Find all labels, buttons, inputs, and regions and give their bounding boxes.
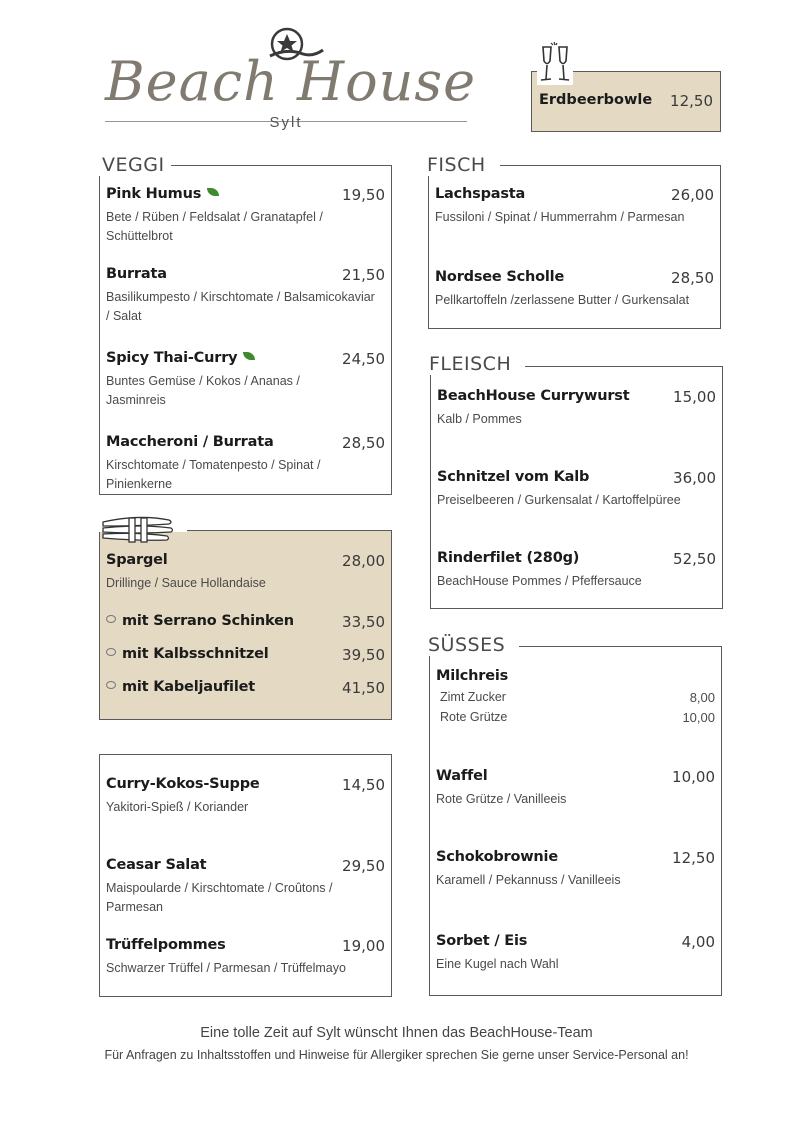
veggi-title: VEGGI — [99, 154, 171, 176]
option-price: 10,00 — [682, 710, 715, 725]
item-name: Lachspasta — [435, 186, 526, 202]
item-price: 26,00 — [671, 186, 714, 204]
item-description: Eine Kugel nach Wahl — [436, 957, 559, 971]
item-price: 10,00 — [672, 768, 715, 786]
item-description: Kalb / Pommes — [437, 412, 522, 426]
drink-name: Erdbeerbowle — [539, 92, 653, 108]
champagne-glasses-icon — [537, 41, 573, 85]
option-name: Rote Grütze — [440, 710, 508, 724]
item-name: Burrata — [106, 266, 167, 282]
footer-allergy-note: Für Anfragen zu Inhaltsstoffen und Hinweise für Allergiker sprechen Sie gerne unser Service-Personal an! — [104, 1048, 689, 1062]
item-name: Schokobrownie — [436, 849, 558, 865]
item-description: Karamell / Pekannuss / Vanilleeis — [436, 873, 621, 887]
item-description: Buntes Gemüse / Kokos / Ananas / Jasminreis — [106, 374, 300, 407]
item-price: 28,50 — [671, 269, 714, 287]
item-price: 29,50 — [342, 857, 385, 875]
item-description: Kirschtomate / Tomatenpesto / Spinat / Pinienkerne — [106, 458, 321, 491]
vegan-leaf-icon — [207, 188, 219, 196]
item-description: BeachHouse Pommes / Pfeffersauce — [437, 574, 642, 588]
item-price: 19,00 — [342, 937, 385, 955]
option-name: mit Serrano Schinken — [122, 613, 294, 629]
option-name: mit Kabeljaufilet — [122, 679, 255, 695]
item-name: Schnitzel vom Kalb — [437, 469, 590, 485]
logo-place: Sylt — [269, 114, 303, 131]
item-name: Ceasar Salat — [106, 857, 207, 873]
item-name: Pink Humus — [106, 186, 202, 202]
item-name: Waffel — [436, 768, 488, 784]
item-description: Maispoularde / Kirschtomate / Croûtons / Parmesan — [106, 881, 333, 914]
item-description: Yakitori-Spieß / Koriander — [106, 800, 249, 814]
item-price: 4,00 — [681, 933, 715, 951]
fisch-title: FISCH — [424, 154, 500, 176]
item-description: Bete / Rüben / Feldsalat / Granatapfel / Schüttelbrot — [106, 210, 323, 243]
item-price: 36,00 — [673, 469, 716, 487]
bullet-icon — [106, 648, 116, 656]
item-price: 21,50 — [342, 266, 385, 284]
item-price: 28,00 — [342, 552, 385, 570]
drink-price: 12,50 — [670, 92, 713, 110]
item-description: Basilikumpesto / Kirschtomate / Balsamicokaviar / Salat — [106, 290, 375, 323]
item-price: 19,50 — [342, 186, 385, 204]
logo-name: Beach House — [105, 50, 477, 113]
item-name: Spargel — [106, 552, 168, 568]
item-name: Trüffelpommes — [106, 937, 226, 953]
bullet-icon — [106, 681, 116, 689]
option-price: 33,50 — [342, 613, 385, 631]
item-price: 15,00 — [673, 388, 716, 406]
footer-greeting: Eine tolle Zeit auf Sylt wünscht Ihnen das BeachHouse-Team — [200, 1025, 593, 1041]
option-name: mit Kalbsschnitzel — [122, 646, 269, 662]
option-price: 41,50 — [342, 679, 385, 697]
item-price: 28,50 — [342, 434, 385, 452]
item-description: Preiselbeeren / Gurkensalat / Kartoffelpüree — [437, 493, 681, 507]
item-name: Sorbet / Eis — [436, 933, 528, 949]
item-price: 24,50 — [342, 350, 385, 368]
item-name: Spicy Thai-Curry — [106, 350, 238, 366]
fleisch-title: FLEISCH — [426, 353, 525, 375]
bullet-icon — [106, 615, 116, 623]
item-name: Maccheroni / Burrata — [106, 434, 274, 450]
item-name: Milchreis — [436, 668, 509, 684]
item-description: Pellkartoffeln /zerlassene Butter / Gurkensalat — [435, 293, 690, 307]
item-name: Curry-Kokos-Suppe — [106, 776, 260, 792]
item-description: Drillinge / Sauce Hollandaise — [106, 576, 266, 590]
item-price: 52,50 — [673, 550, 716, 568]
suesses-title: SÜSSES — [425, 634, 519, 656]
option-price: 8,00 — [689, 690, 715, 705]
item-price: 12,50 — [672, 849, 715, 867]
item-name: Nordsee Scholle — [435, 269, 565, 285]
item-name: BeachHouse Currywurst — [437, 388, 630, 404]
vegan-leaf-icon — [243, 352, 255, 360]
item-description: Schwarzer Trüffel / Parmesan / Trüffelmayo — [106, 961, 346, 975]
option-name: Zimt Zucker — [440, 690, 506, 704]
asparagus-icon — [99, 510, 175, 544]
logo — [105, 26, 477, 136]
item-price: 14,50 — [342, 776, 385, 794]
option-price: 39,50 — [342, 646, 385, 664]
item-description: Rote Grütze / Vanilleeis — [436, 792, 567, 806]
item-description: Fussiloni / Spinat / Hummerrahm / Parmesan — [435, 210, 685, 224]
item-name: Rinderfilet (280g) — [437, 550, 580, 566]
